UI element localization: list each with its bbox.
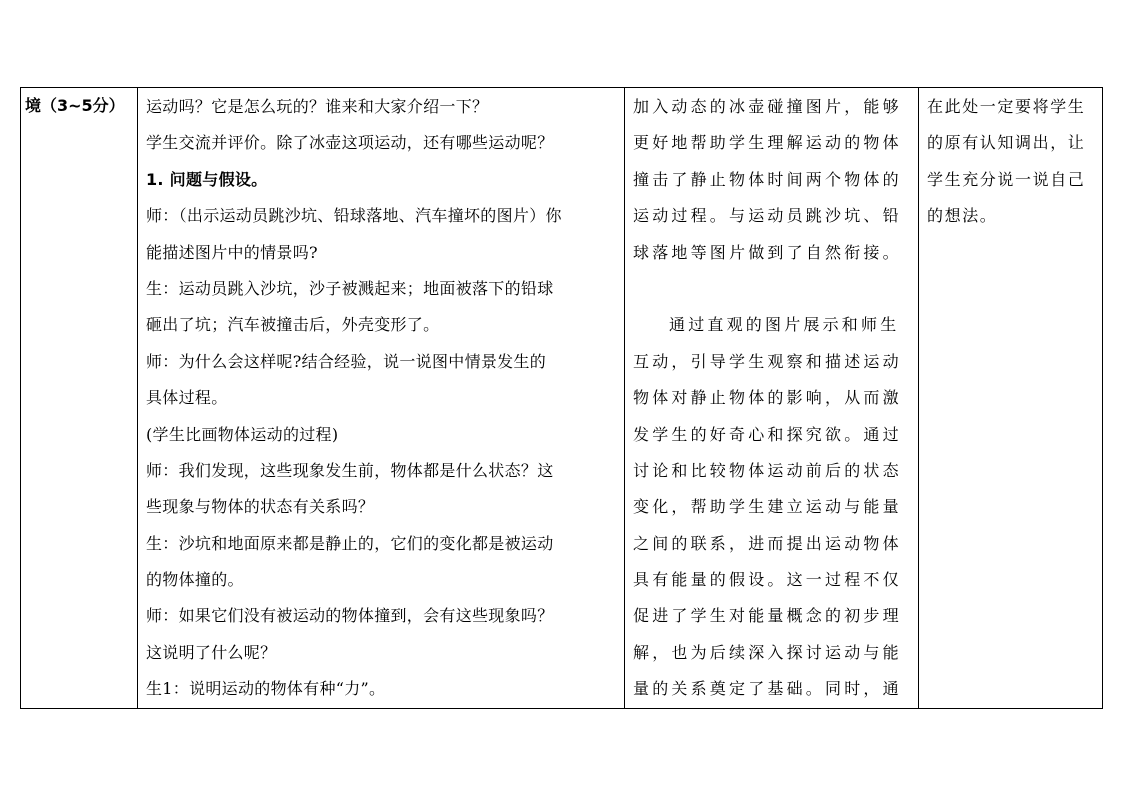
activity-line: 学生交流并评价。除了冰壶这项运动，还有哪些运动呢？ [146,133,554,153]
activity-line: 师：（出示运动员跳沙坑、铅球落地、汽车撞坏的图片）你 [146,206,562,226]
activity-line: 些现象与物体的状态有关系吗？ [146,497,375,517]
activity-line: 的物体撞的。 [146,570,244,590]
activity-cell [138,88,625,709]
notes-line: 的原有认知调出，让 [927,133,1086,153]
intent-line: 具有能量的假设。这一过程不仅 [633,570,902,590]
paragraph-gap [633,271,912,307]
design-intent-cell [625,88,919,709]
intent-line: 撞击了静止物体时间两个物体的 [633,169,902,189]
intent-line: 促进了学生对能量概念的初步理 [633,606,902,626]
activity-line: 砸出了坑；汽车被撞击后，外壳变形了。 [146,315,440,335]
notes-line: 的想法。 [927,206,998,226]
activity-line: 生1：说明运动的物体有种“力”。 [146,679,386,699]
intent-line: 通过直观的图片展示和师生 [669,315,900,335]
stage-cell [21,88,138,709]
intent-line: 解，也为后续深入探讨运动与能 [633,642,902,662]
notes-line: 在此处一定要将学生 [927,97,1086,116]
intent-line: 互动，引导学生观察和描述运动 [633,351,902,371]
activity-line: 师：如果它们没有被运动的物体撞到，会有这些现象吗？ [146,606,554,626]
activity-line: 能描述图片中的情景吗? [146,242,318,262]
activity-line: 师：我们发现，这些现象发生前，物体都是什么状态？这 [146,460,554,480]
notes-cell [919,88,1103,709]
intent-line: 更好地帮助学生理解运动的物体 [633,133,902,153]
intent-line: 加入动态的冰壶碰撞图片，能够 [633,97,902,116]
intent-line: 之间的联系，进而提出运动物体 [633,533,902,553]
activity-line: 具体过程。 [146,388,228,408]
intent-line: 运动过程。与运动员跳沙坑、铅 [633,206,902,226]
intent-line: 球落地等图片做到了自然衔接。 [633,242,902,262]
lesson-plan-table [20,87,1103,709]
intent-line: 量的关系奠定了基础。同时，通 [633,679,902,699]
activity-line: 生：沙坑和地面原来都是静止的，它们的变化都是被运动 [146,533,554,553]
activity-line: 师：为什么会这样呢?结合经验，说一说图中情景发生的 [146,351,547,371]
activity-line: 运动吗？它是怎么玩的？谁来和大家介绍一下？ [146,97,489,116]
intent-line: 变化，帮助学生建立运动与能量 [633,497,902,517]
activity-line: 这说明了什么呢？ [146,642,277,662]
section-heading: 1. 问题与假设。 [146,169,268,189]
stage-title: 境（3~5分） [25,96,125,115]
activity-line: 生：运动员跳入沙坑，沙子被溅起来；地面被落下的铅球 [146,278,554,298]
intent-line: 物体对静止物体的影响，从而激 [633,388,902,408]
table-row [21,88,1103,709]
intent-line: 讨论和比较物体运动前后的状态 [633,460,902,480]
intent-line: 发学生的好奇心和探究欲。通过 [633,424,902,444]
notes-line: 学生充分说一说自己 [927,169,1086,189]
activity-line: (学生比画物体运动的过程) [146,424,339,444]
